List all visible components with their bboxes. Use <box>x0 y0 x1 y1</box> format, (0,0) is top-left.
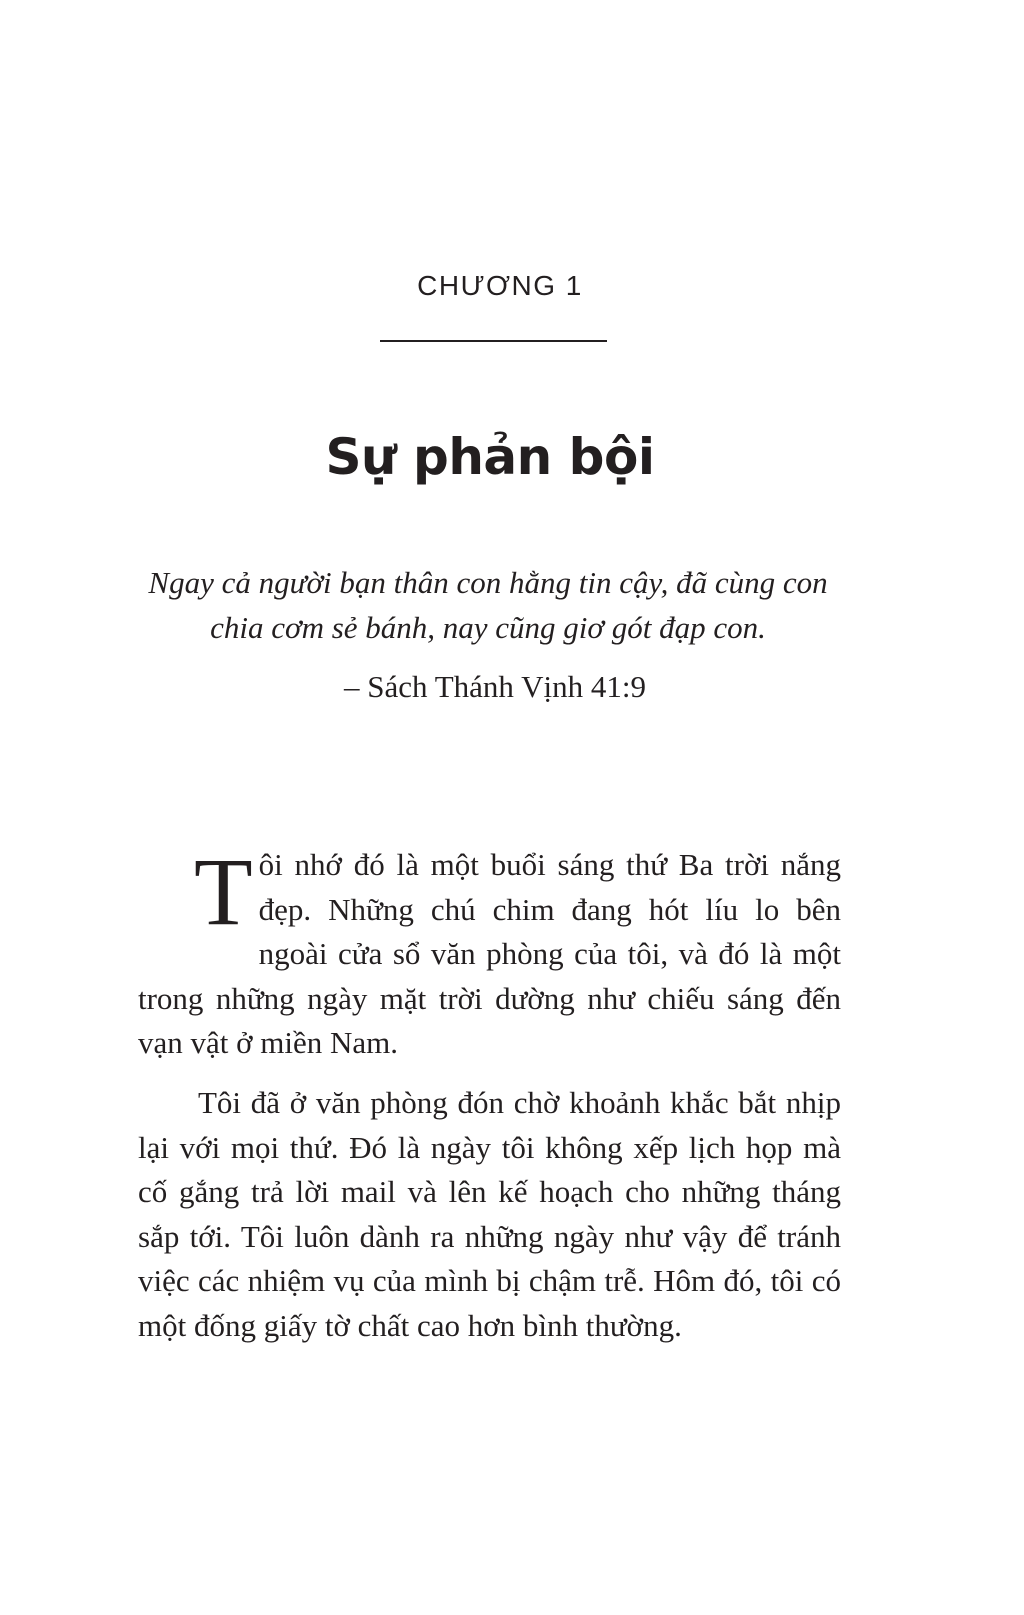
chapter-title: Sự phản bội <box>325 428 655 486</box>
paragraph-2: Tôi đã ở văn phòng đón chờ khoảnh khắc bắt nhịp lại với mọi thứ. Đó là ngày tôi không xếp lịch họp mà cố gắng trả lời mail và lên kế hoạch cho những tháng sắp tới. Tôi luôn dành ra những ngày như vậy để tránh việc các nhiệm vụ của mình bị chậm trễ. Hôm đó, tôi có một đống giấy tờ chất cao hơn bình thường. <box>138 1084 841 1343</box>
paragraph-1-text: ôi nhớ đó là một buổi sáng thứ Ba trời nắng đẹp. Những chú chim đang hót líu lo bên ngoài cửa sổ văn phòng của tôi, và đó là một trong những ngày mặt trời dường như chiếu sáng đến vạn vật ở miền Nam. <box>138 847 841 1061</box>
body-text <box>138 838 841 1349</box>
chapter-divider <box>380 340 607 342</box>
epigraph-quote <box>120 560 856 650</box>
chapter-label: CHƯƠNG 1 <box>417 270 583 301</box>
epigraph-line: chia cơm sẻ bánh, nay cũng giơ gót đạp con. <box>210 610 766 645</box>
drop-cap: T <box>194 838 253 945</box>
epigraph-line: Ngay cả người bạn thân con hằng tin cậy, đã cùng con <box>148 565 828 600</box>
paragraph-1 <box>138 838 841 1066</box>
epigraph-attribution: – Sách Thánh Vịnh 41:9 <box>344 669 646 704</box>
